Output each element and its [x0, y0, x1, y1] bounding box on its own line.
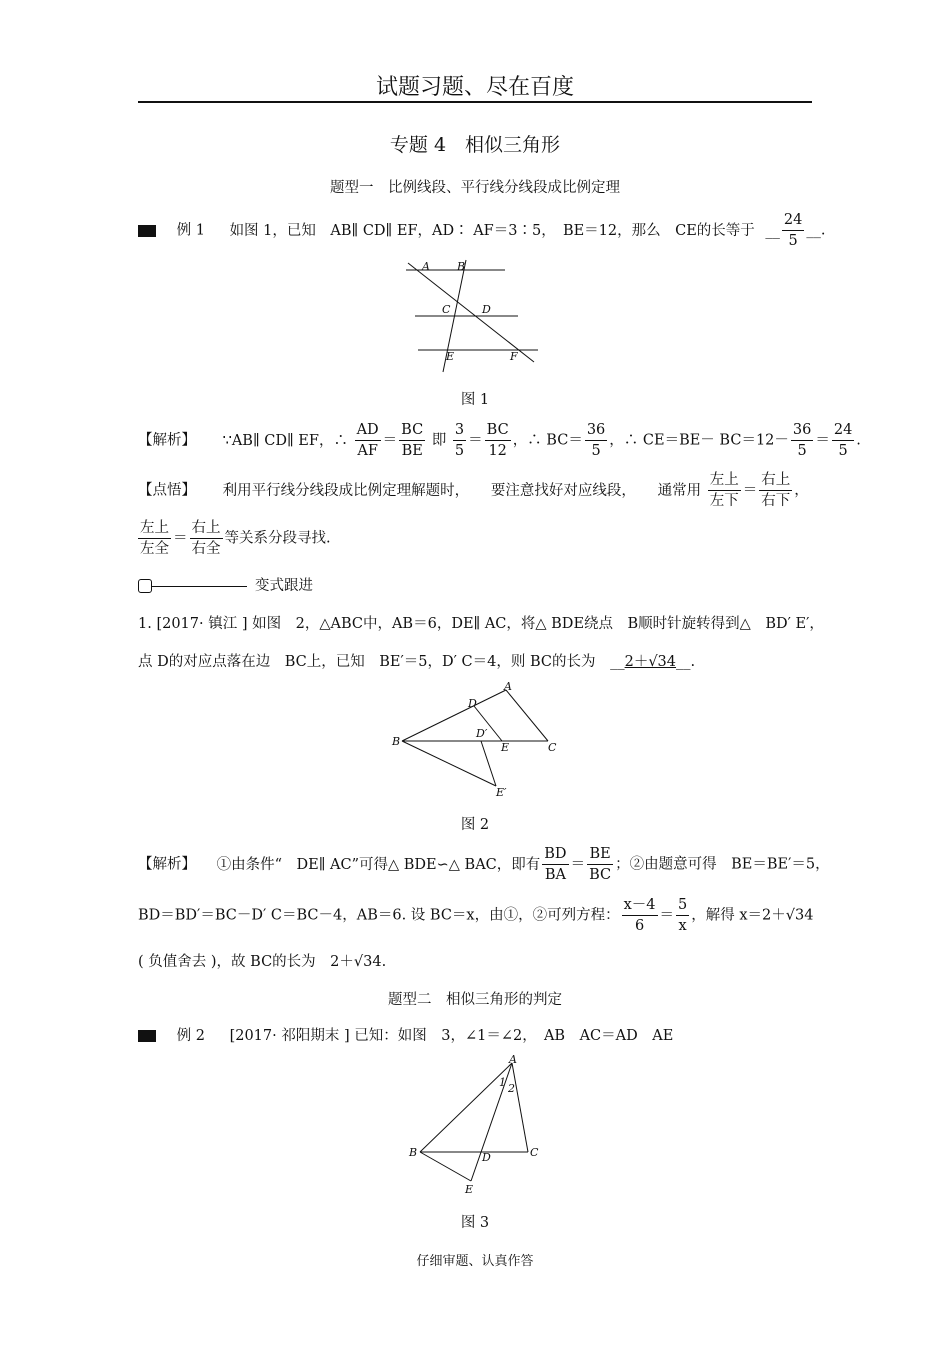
fig1-label-d: D — [482, 303, 491, 316]
variant-icon — [138, 579, 152, 593]
page-title: 专题 4 相似三角形 — [389, 134, 561, 156]
example-1: 例 1 如图 1，已知 AB∥ CD∥ EF，AD∶ AF＝3∶5， BE＝12，那么 CE的长等于 __ $\frac{24}{5}$ __. — [138, 210, 825, 251]
figure-1-caption: 图 1 — [460, 392, 490, 408]
figure-3-caption: 图 3 — [460, 1215, 490, 1231]
example-1-text: 如图 1，已知 AB∥ CD∥ EF，AD∶ AF＝3∶5， BE＝12，那么 CE的长等于 — [229, 222, 755, 239]
fig3-label-d: D — [482, 1151, 491, 1164]
fig3-label-2: 2 — [508, 1082, 515, 1095]
fig2-label-e: E — [501, 741, 510, 754]
solution-2: 【解析】 ①由条件“ DE∥ AC”可得△ BDE∽△ BAC，即有 $\frac{BD}{BA}$ ＝ $\frac{BE}{BC}$ ；②由题意可得 BE＝BE′＝5， — [138, 846, 830, 883]
page-header: 试题习题、尽在百度 — [375, 75, 574, 100]
example-marker-icon — [138, 1030, 156, 1042]
section-title-1: 题型一 比例线段、平行线分线段成比例定理 — [330, 180, 620, 196]
fig3-label-b: B — [409, 1146, 418, 1159]
fig2-label-d: D — [468, 697, 477, 710]
fig2-label-c: C — [548, 741, 557, 754]
variant-header — [138, 574, 313, 595]
tip-continued: $\frac{\text{左上}}{\text{左全}}$ ＝ $\frac{\text{右上}}{\text{右全}}$ 等关系分段寻找. — [140, 520, 331, 557]
figure-1 — [400, 258, 545, 378]
fig3-label-c: C — [530, 1146, 539, 1159]
question-1-line-2: 点 D的对应点落在边 BC上，已知 BE′＝5，D′ C＝4，则 BC的长为 __2＋√34__. — [138, 654, 696, 670]
section-title-2: 题型二 相似三角形的判定 — [388, 992, 562, 1008]
solution-2-label: 【解析】 — [138, 856, 196, 873]
fig2-label-d-prime: D′ — [476, 727, 488, 740]
example-marker-icon — [138, 225, 156, 237]
solution-2-line-3: ( 负值舍去 )，故 BC的长为 2＋√34. — [138, 954, 387, 970]
fig2-label-e-prime: E′ — [496, 786, 507, 799]
fig1-label-a: A — [422, 260, 430, 273]
fig3-label-e: E — [465, 1183, 474, 1196]
example-2-text: [2017· 祁阳期末 ] 已知：如图 3，∠1＝∠2， AB AC＝AD AE — [229, 1028, 674, 1044]
fig1-label-e: E — [446, 350, 455, 363]
solution-1: 【解析】 ∵AB∥ CD∥ EF，∴ $\frac{AD}{AF}$ ＝ $\frac{BC}{BE}$ 即 $\frac{3}{5}$ ＝ $\frac{BC}{12}$ ，∴ BC＝ $\frac{36}{5}$ ，∴ CE＝BE－ BC＝12－ $\frac{36}{5}$ ＝ $\frac{24}{5}$ . — [138, 422, 861, 459]
fig1-label-b: B — [457, 260, 466, 273]
fig1-label-c: C — [442, 303, 451, 316]
fig3-label-1: 1 — [499, 1076, 506, 1089]
variant-title: 变式跟进 — [255, 578, 313, 594]
header-rule — [138, 101, 812, 103]
solution-2-line-2: BD＝BD′＝BC－D′ C＝BC－4，AB＝6. 设 BC＝x，由①，②可列方程： $\frac{x-4}{6}$ ＝ $\frac{5}{x}$ ，解得 x＝2＋√34 — [138, 897, 814, 934]
example-2-label: 例 2 — [176, 1028, 205, 1044]
fig2-label-a: A — [504, 680, 512, 693]
example-1-label: 例 1 — [176, 222, 205, 239]
page-footer: 仔细审题、认真作答 — [416, 1254, 534, 1269]
example-1-answer: $\frac{24}{5}$ — [783, 212, 803, 249]
figure-3 — [405, 1055, 545, 1200]
figure-2 — [388, 680, 563, 800]
fig2-label-b: B — [392, 735, 401, 748]
example-2 — [138, 1024, 673, 1045]
fig3-label-a: A — [509, 1055, 517, 1066]
question-1-answer: 2＋√34 — [624, 654, 677, 670]
solution-1-label: 【解析】 — [138, 432, 196, 449]
question-1-line-1: 1. [2017· 镇江 ] 如图 2，△ABC中，AB＝6，DE∥ AC，将△ BDE绕点 B顺时针旋转得到△ BD′ E′， — [138, 616, 824, 632]
figure-2-caption: 图 2 — [460, 817, 490, 833]
tip: 【点悟】 利用平行线分线段成比例定理解题时， 要注意找好对应线段， 通常用 $\frac{\text{左上}}{\text{左下}}$ ＝ $\frac{\text{右上}}{\text{右下}}$ ， — [138, 472, 809, 509]
fig1-label-f: F — [510, 350, 518, 363]
tip-label: 【点悟】 — [138, 482, 196, 499]
